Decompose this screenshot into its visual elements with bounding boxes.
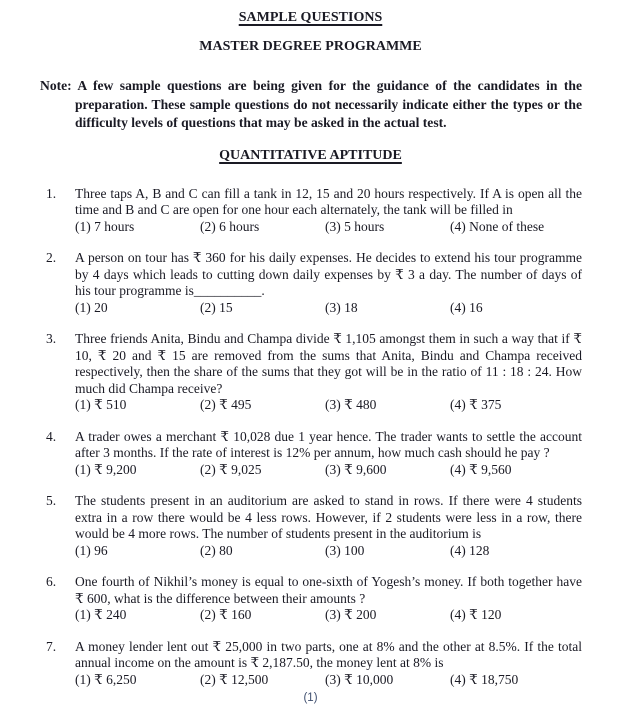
option: (3) 18 bbox=[325, 299, 358, 315]
question-item bbox=[46, 639, 582, 689]
option: (1) 7 hours bbox=[75, 218, 135, 234]
question-number: 6. bbox=[46, 574, 57, 589]
question-item bbox=[46, 429, 582, 479]
question-item bbox=[46, 186, 582, 236]
question-text: A person on tour has ₹ 360 for his daily expenses. He decides to extend his tour programme by 4 days which leads to cutting down daily expenses by ₹ 3 a day. The number of days of his tour programme is__________. bbox=[75, 250, 582, 298]
question-text: The students present in an auditorium are asked to stand in rows. If there were 4 students extra in a row there would be 4 less rows. However, if 2 students were less in a row, there would be 4 more rows. The number of students present in the auditorium is bbox=[75, 493, 582, 541]
option: (3) 5 hours bbox=[325, 218, 385, 234]
option: (4) 16 bbox=[450, 299, 483, 315]
question-item bbox=[46, 574, 582, 624]
options-row bbox=[75, 672, 582, 689]
note-text: A few sample questions are being given for the guidance of the candidates in the preparation. These sample questions do not necessarily indicate either the types or the difficulty levels of questions that may be asked in the actual test. bbox=[75, 78, 582, 130]
option: (2) ₹ 160 bbox=[200, 607, 252, 622]
option: (1) ₹ 9,200 bbox=[75, 461, 137, 477]
option: (3) ₹ 480 bbox=[325, 397, 377, 412]
option: (2) ₹ 12,500 bbox=[200, 671, 269, 687]
question-text: Three taps A, B and C can fill a tank in 12, 15 and 20 hours respectively. If A is open all the time and B and C are open for one hour each alternately, the tank will be filled in bbox=[75, 185, 582, 217]
option: (2) 80 bbox=[200, 542, 233, 558]
option: (2) ₹ 9,025 bbox=[200, 461, 262, 477]
programme-subtitle: MASTER DEGREE PROGRAMME bbox=[199, 39, 422, 54]
question-body bbox=[75, 186, 582, 236]
question-item bbox=[46, 250, 582, 316]
option: (1) 20 bbox=[75, 299, 108, 315]
option: (4) ₹ 9,560 bbox=[450, 461, 512, 477]
options-row bbox=[75, 543, 582, 560]
question-body bbox=[75, 429, 582, 479]
options-row bbox=[75, 300, 582, 317]
option: (1) ₹ 240 bbox=[75, 607, 127, 622]
question-body bbox=[75, 493, 582, 559]
option: (2) 15 bbox=[200, 299, 233, 315]
question-item bbox=[46, 331, 582, 414]
option: (4) None of these bbox=[450, 218, 545, 234]
options-row bbox=[75, 219, 582, 236]
option: (1) 96 bbox=[75, 542, 108, 558]
question-item bbox=[46, 493, 582, 559]
question-number: 7. bbox=[46, 638, 57, 654]
question-number: 2. bbox=[46, 250, 57, 265]
note-label: Note: bbox=[40, 78, 72, 93]
note bbox=[40, 77, 582, 133]
question-number: 4. bbox=[46, 428, 57, 444]
question-text: A money lender lent out ₹ 25,000 in two parts, one at 8% and the other at 8.5%. If the total annual income on the amount is ₹ 2,187.50, the money lent at 8% is bbox=[75, 638, 582, 670]
option: (2) 6 hours bbox=[200, 218, 260, 234]
option: (1) ₹ 6,250 bbox=[75, 671, 137, 687]
page-title: SAMPLE QUESTIONS bbox=[238, 10, 383, 25]
question-text: A trader owes a merchant ₹ 10,028 due 1 year hence. The trader wants to settle the account after 3 months. If the rate of interest is 12% per annum, how much cash should he pay ? bbox=[75, 428, 582, 460]
question-body bbox=[75, 250, 582, 316]
question-text: Three friends Anita, Bindu and Champa divide ₹ 1,105 amongst them in such a way that if ₹ 10, ₹ 20 and ₹ 15 are removed from the sums that Anita, Bindu and Champa received respectively, then the share of the sums that they got will be in the ratio of 11 : 18 : 24. How much did Champa receive? bbox=[75, 331, 582, 396]
question-body bbox=[75, 574, 582, 624]
questions-list bbox=[46, 186, 582, 689]
page-number: (1) bbox=[303, 692, 318, 704]
question-number: 5. bbox=[46, 493, 57, 508]
option: (3) ₹ 10,000 bbox=[325, 671, 394, 687]
option: (4) 128 bbox=[450, 542, 490, 558]
question-text: One fourth of Nikhil’s money is equal to one-sixth of Yogesh’s money. If both together have ₹ 600, what is the difference between their amounts ? bbox=[75, 574, 582, 606]
option: (4) ₹ 375 bbox=[450, 397, 502, 412]
option: (3) ₹ 200 bbox=[325, 607, 377, 622]
question-body bbox=[75, 331, 582, 414]
question-body bbox=[75, 639, 582, 689]
question-number: 1. bbox=[46, 185, 57, 201]
options-row bbox=[75, 607, 582, 624]
section-heading: QUANTITATIVE APTITUDE bbox=[219, 147, 402, 163]
option: (1) ₹ 510 bbox=[75, 397, 127, 412]
option: (3) 100 bbox=[325, 542, 365, 558]
option: (4) ₹ 18,750 bbox=[450, 671, 519, 687]
options-row bbox=[75, 462, 582, 479]
option: (4) ₹ 120 bbox=[450, 607, 502, 622]
option: (2) ₹ 495 bbox=[200, 397, 252, 412]
question-number: 3. bbox=[46, 331, 57, 346]
option: (3) ₹ 9,600 bbox=[325, 461, 387, 477]
options-row bbox=[75, 397, 582, 414]
